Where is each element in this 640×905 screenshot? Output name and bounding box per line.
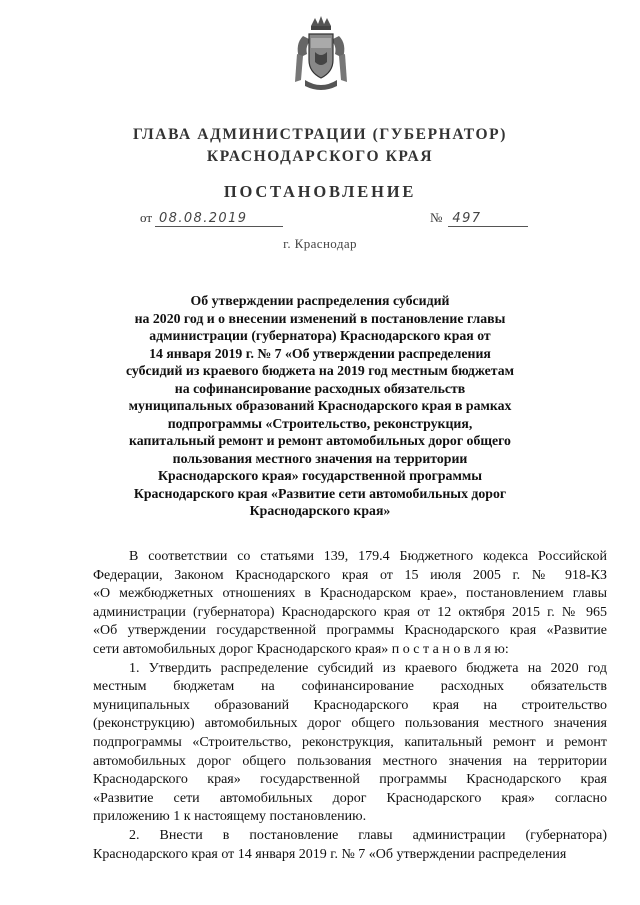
- body-line: 2. Внести в постановление главы администрации (губернатора): [129, 827, 607, 843]
- body-line: Краснодарского края от 14 января 2019 г. № 7 «Об утверждении распределения: [93, 846, 567, 862]
- body-line: «Развитие сети автомобильных дорог Краснодарского края» согласно: [93, 790, 607, 806]
- coat-of-arms-emblem: [293, 14, 349, 94]
- title-line: подпрограммы «Строительство, реконструкция,: [167, 415, 473, 431]
- title-line: 14 января 2019 г. № 7 «Об утверждении распределения: [149, 345, 491, 361]
- title-line: муниципальных образований Краснодарского края в рамках: [128, 398, 512, 413]
- document-body: [93, 548, 607, 864]
- body-line: администрации (губернатора) Краснодарского края от 12 октября 2015 г. № 965: [93, 604, 607, 620]
- document-type-heading: ПОСТАНОВЛЕНИЕ: [223, 182, 417, 201]
- number-prefix: №: [430, 210, 443, 225]
- body-line: подпрограммы «Строительство, реконструкция, капитальный ремонт и ремонт: [93, 734, 607, 750]
- title-line: на софинансирование расходных обязательств: [174, 380, 466, 396]
- number-field: [430, 210, 528, 227]
- body-line: приложению 1 к настоящему постановлению.: [93, 809, 367, 825]
- authority-line-1: ГЛАВА АДМИНИСТРАЦИИ (ГУБЕРНАТОР): [133, 126, 507, 143]
- body-line: муниципальных образований Краснодарского края на строительство: [93, 697, 607, 713]
- body-line: Краснодарского края» государственной программы Краснодарского края: [93, 772, 607, 788]
- title-line: субсидий из краевого бюджета на 2019 год местным бюджетам: [125, 363, 515, 378]
- title-line: на 2020 год и о внесении изменений в постановление главы: [134, 310, 506, 326]
- title-line: Об утверждении распределения субсидий: [190, 293, 450, 308]
- body-line: «О межбюджетных отношениях в Краснодарском крае», постановлением главы: [93, 586, 607, 602]
- title-line: администрации (губернатора) Краснодарского края от: [149, 328, 491, 343]
- title-line: капитальный ремонт и ремонт автомобильных дорог общего: [129, 433, 511, 448]
- date-value: 08.08.2019: [155, 211, 283, 227]
- title-line: Краснодарского края «Развитие сети автомобильных дорог: [133, 485, 507, 501]
- body-line: автомобильных дорог общего пользования местного значения на территории: [93, 753, 607, 769]
- issuing-authority: [0, 124, 640, 168]
- body-line: В соответствии со статьями 139, 179.4 Бюджетного кодекса Российской: [129, 549, 607, 564]
- date-field: [140, 210, 283, 227]
- title-line: Краснодарского края» государственной программы: [157, 468, 483, 483]
- title-line: пользования местного значения на территории: [172, 450, 468, 466]
- date-prefix: от: [140, 210, 153, 225]
- issue-city: г. Краснодар: [283, 236, 357, 251]
- title-line: Краснодарского края»: [249, 503, 391, 518]
- document-title: [90, 292, 550, 520]
- body-line: «Об утверждении государственной программы Краснодарского края «Развитие: [93, 623, 607, 639]
- body-line: 1. Утвердить распределение субсидий из краевого бюджета на 2020 год: [129, 660, 607, 676]
- authority-line-2: КРАСНОДАРСКОГО КРАЯ: [206, 148, 434, 165]
- body-line: местным бюджетам на софинансирование расходных обязательств: [93, 679, 607, 695]
- body-line: Федерации, Законом Краснодарского края от 15 июля 2005 г. № 918-КЗ: [93, 567, 607, 583]
- number-value: 497: [448, 211, 528, 227]
- body-line: сети автомобильных дорог Краснодарского края» п о с т а н о в л я ю:: [93, 641, 509, 657]
- body-line: (реконструкцию) автомобильных дорог общего пользования местного значения: [93, 716, 607, 732]
